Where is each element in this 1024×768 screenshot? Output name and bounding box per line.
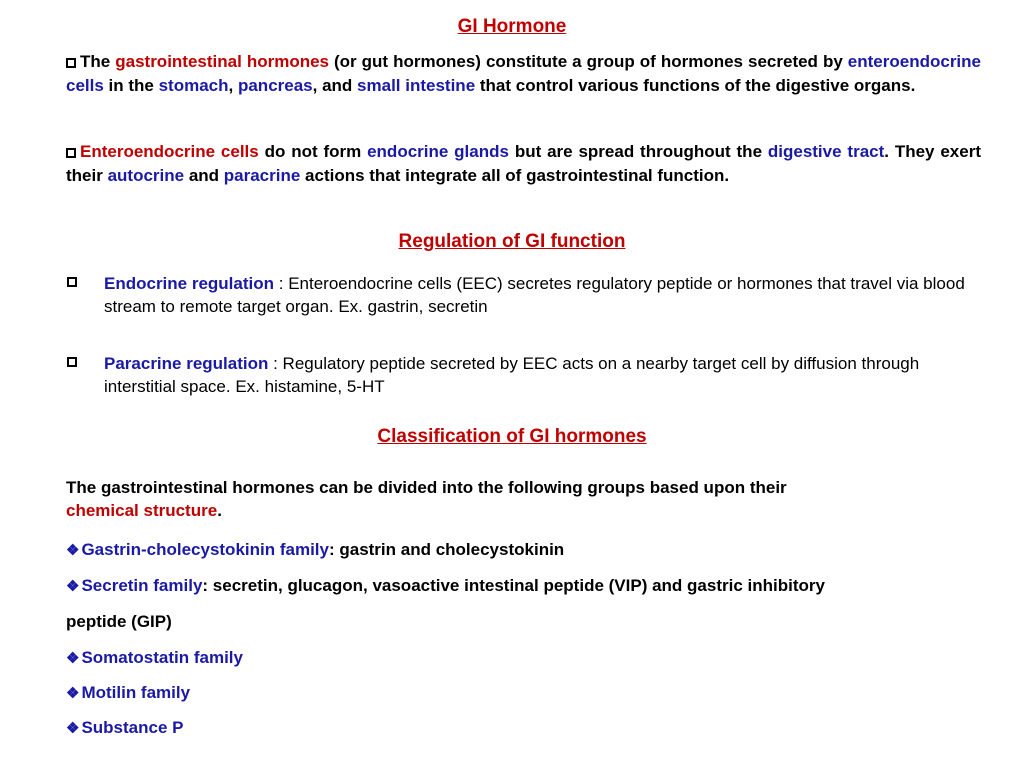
bullet-endocrine-regulation: [66, 272, 981, 320]
term-gastrointestinal-hormones: gastrointestinal hormones: [115, 52, 329, 71]
diamond-bullet-icon: ❖: [66, 650, 80, 667]
text: The: [80, 52, 116, 71]
intro-line-2: [66, 501, 222, 521]
term-enteroendocrine-cells: enteroendocrine cells: [66, 52, 981, 95]
family-name: Somatostatin family: [81, 648, 243, 667]
title-gi-hormone: GI Hormone: [457, 16, 567, 37]
family-name: Motilin family: [81, 683, 191, 702]
checkbox-bullet-icon: [66, 148, 76, 158]
checkbox-bullet-icon: [67, 277, 77, 287]
term-small-intestine: small intestine: [357, 75, 476, 95]
term-paracrine: paracrine: [223, 165, 301, 185]
term-digestive-tract: digestive tract: [767, 142, 885, 161]
term-autocrine: autocrine: [107, 165, 185, 185]
text: , and: [312, 75, 358, 95]
family-name: Substance P: [81, 718, 184, 737]
diamond-bullet-icon: ❖: [66, 578, 80, 595]
text: .: [217, 501, 222, 520]
family-secretin: [66, 576, 825, 596]
family-secretin-continued: peptide (GIP): [66, 612, 172, 631]
family-motilin: [66, 683, 190, 703]
term-pancreas: pancreas: [237, 75, 313, 95]
text: actions that integrate all of gastrointestinal function.: [300, 165, 730, 185]
family-gastrin-cholecystokinin: [66, 540, 564, 560]
bullet-text: [104, 352, 974, 398]
text: in the: [103, 75, 159, 95]
paragraph-gi-hormones-definition: [66, 50, 981, 97]
text: ,: [228, 75, 238, 95]
checkbox-bullet-icon: [67, 357, 77, 367]
family-somatostatin: [66, 648, 243, 668]
family-members: : gastrin and cholecystokinin: [328, 540, 565, 559]
text: that control various functions of the digestive organs.: [475, 75, 916, 95]
text: (or gut hormones) constitute a group of hormones secreted by: [329, 52, 848, 71]
term-endocrine-glands: endocrine glands: [367, 142, 509, 161]
bullet-paracrine-regulation: [66, 352, 981, 400]
diamond-bullet-icon: ❖: [66, 542, 80, 559]
text: do not form: [258, 142, 368, 161]
term-chemical-structure: chemical structure: [66, 501, 218, 520]
intro-line-1: The gastrointestinal hormones can be divided into the following groups based upon their: [66, 478, 787, 497]
family-substance-p: [66, 718, 184, 738]
bullet-heading: Endocrine regulation: [104, 274, 275, 293]
checkbox-bullet-icon: [66, 58, 76, 68]
diamond-bullet-icon: ❖: [66, 720, 80, 737]
term-stomach: stomach: [158, 75, 229, 95]
text: but are spread throughout the: [508, 142, 768, 161]
family-name: Gastrin-cholecystokinin family: [81, 540, 329, 559]
bullet-heading: Paracrine regulation: [104, 354, 269, 373]
bullet-body: : Enteroendocrine cells (EEC) secretes regulatory peptide or hormones that travel via blood stream to remote target organ. Ex. gastrin, secretin: [104, 274, 965, 316]
bullet-text: [104, 272, 974, 318]
text: . They exert their: [66, 142, 981, 185]
text: and: [184, 165, 224, 185]
term-enteroendocrine-cells: Enteroendocrine cells: [80, 142, 259, 161]
family-members: : secretin, glucagon, vasoactive intestinal peptide (VIP) and gastric inhibitory: [202, 576, 825, 595]
diamond-bullet-icon: ❖: [66, 685, 80, 702]
paragraph-enteroendocrine-cells: [66, 140, 981, 187]
family-name: Secretin family: [81, 576, 203, 595]
title-regulation-of-gi-function: Regulation of GI function: [398, 231, 626, 252]
title-classification-of-gi-hormones: Classification of GI hormones: [377, 426, 647, 447]
bullet-body: : Regulatory peptide secreted by EEC acts on a nearby target cell by diffusion through interstitial space. Ex. histamine, 5-HT: [104, 354, 920, 396]
